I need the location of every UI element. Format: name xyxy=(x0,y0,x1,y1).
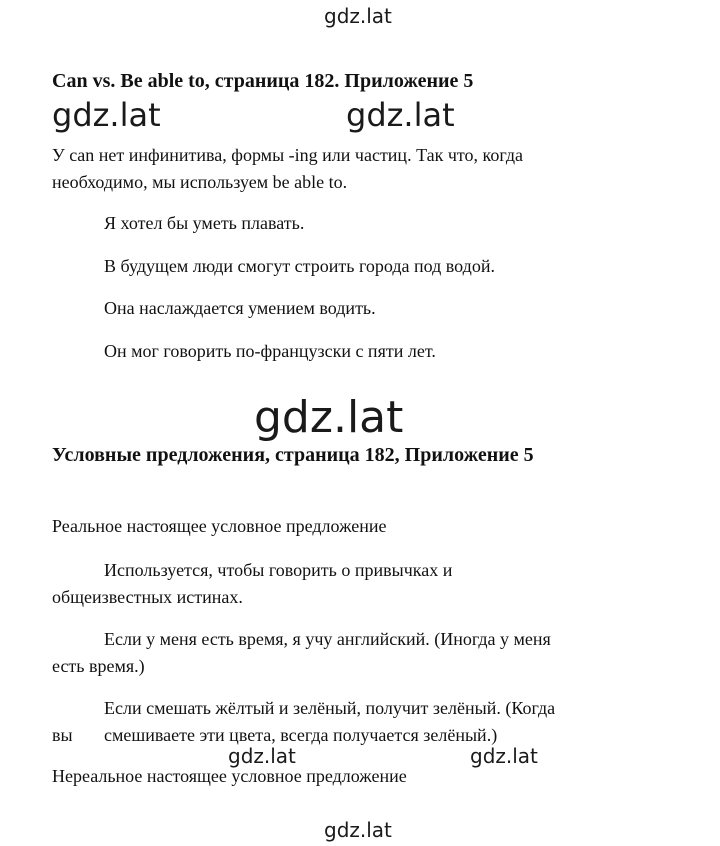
watermark-center: gdz.lat xyxy=(254,392,404,443)
usage-line2: общеизвестных истинах. xyxy=(52,587,243,607)
conditional-example2-line1: Если смешать жёлтый и зелёный, получит зелёный. (Когда xyxy=(104,698,556,718)
example-2: В будущем люди смогут строить города под водой. xyxy=(104,256,495,276)
section2-heading: Условные предложения, страница 182, Приложение 5 xyxy=(52,444,534,466)
watermark-bottom-right: gdz.lat xyxy=(470,744,538,768)
conditional-example1-line2: есть время.) xyxy=(52,656,145,676)
watermark-top: gdz.lat xyxy=(324,4,392,28)
section1-intro-line1: У can нет инфинитива, формы -ing или частиц. Так что, когда xyxy=(52,145,523,165)
watermark-right: gdz.lat xyxy=(346,96,455,134)
unreal-conditional-heading: Нереальное настоящее условное предложение xyxy=(52,766,407,786)
example-3: Она наслаждается умением водить. xyxy=(104,298,376,318)
real-conditional-subheading: Реальное настоящее условное предложение xyxy=(52,516,387,536)
conditional-example2-line2-start: вы xyxy=(52,725,73,745)
conditional-example1-line1: Если у меня есть время, я учу английский. (Иногда у меня xyxy=(104,629,551,649)
watermark-left: gdz.lat xyxy=(52,96,161,134)
usage-line1: Используется, чтобы говорить о привычках и xyxy=(104,560,453,580)
example-4: Он мог говорить по-французски с пяти лет. xyxy=(104,341,436,361)
watermark-bottom-left: gdz.lat xyxy=(228,744,296,768)
example-1: Я хотел бы уметь плавать. xyxy=(104,213,305,233)
section1-heading: Can vs. Be able to, страница 182. Приложение 5 xyxy=(52,70,474,92)
conditional-example2-line2-end: смешиваете эти цвета, всегда получается зелёный.) xyxy=(104,725,498,745)
section1-intro-line2: необходимо, мы используем be able to. xyxy=(52,172,348,192)
watermark-footer: gdz.lat xyxy=(324,818,392,842)
